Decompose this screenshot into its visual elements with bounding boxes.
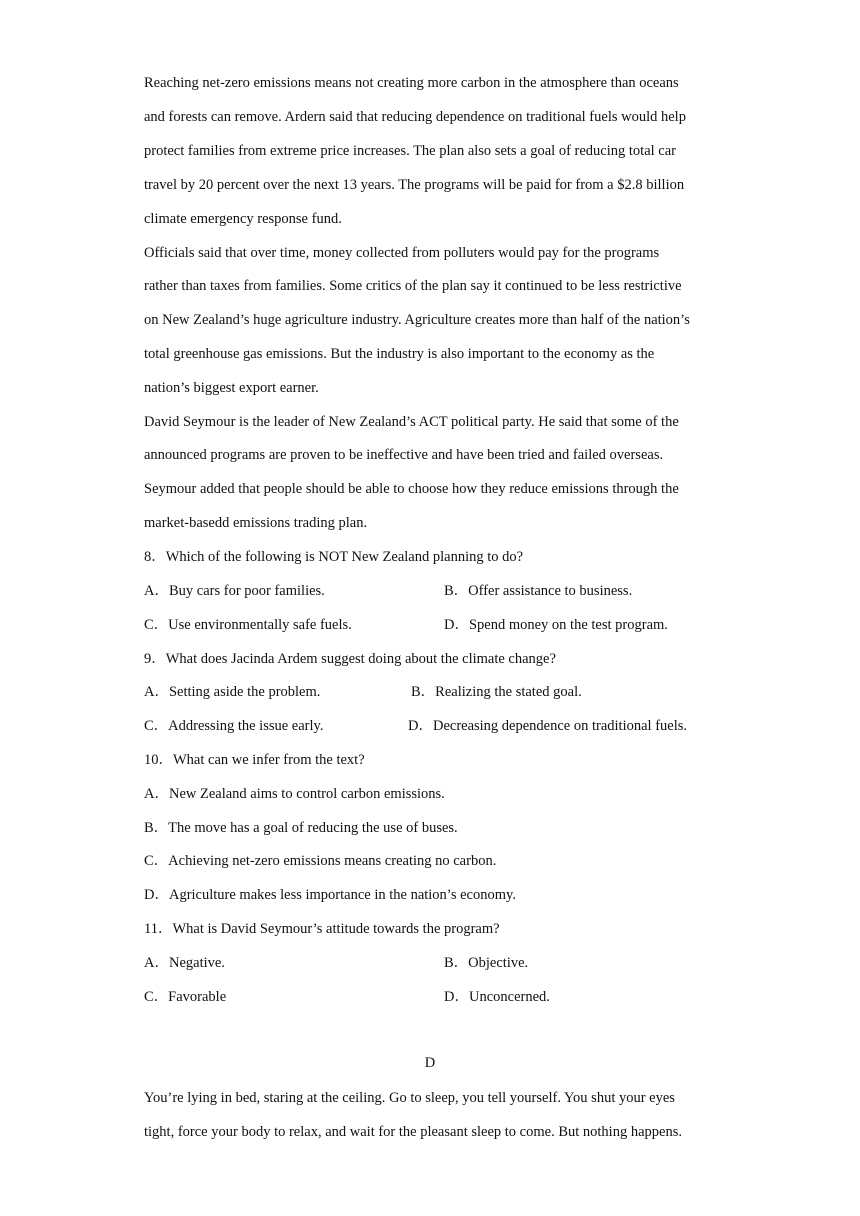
passage-line: tight, force your body to relax, and wait for the pleasant sleep to come. But nothing happens. [144, 1124, 682, 1140]
option-d: D．Agriculture makes less importance in the nation’s economy. [144, 887, 516, 903]
option-d: D．Spend money on the test program. [444, 617, 668, 633]
question-stem: 9．What does Jacinda Ardem suggest doing about the climate change? [144, 651, 556, 667]
passage-line: nation’s biggest export earner. [144, 380, 319, 396]
option-b: B．The move has a goal of reducing the use of buses. [144, 820, 458, 836]
passage-line: You’re lying in bed, staring at the ceiling. Go to sleep, you tell yourself. You shut your eyes [144, 1090, 675, 1106]
question-stem: 8．Which of the following is NOT New Zealand planning to do? [144, 549, 524, 565]
passage-line: Officials said that over time, money collected from polluters would pay for the programs [144, 245, 660, 261]
passage-line: announced programs are proven to be ineffective and have been tried and failed overseas. [144, 447, 664, 463]
passage-line: Reaching net-zero emissions means not creating more carbon in the atmosphere than oceans [144, 75, 679, 91]
option-c: C．Use environmentally safe fuels. [144, 617, 352, 633]
option-d: D．Decreasing dependence on traditional fuels. [408, 718, 688, 734]
option-b: B．Realizing the stated goal. [411, 684, 582, 700]
passage-line: protect families from extreme price increases. The plan also sets a goal of reducing total car [144, 143, 676, 159]
question-stem: 11．What is David Seymour’s attitude towards the program? [144, 921, 500, 937]
passage-line: rather than taxes from families. Some critics of the plan say it continued to be less restrictive [144, 278, 682, 294]
option-b: B．Objective. [444, 955, 529, 971]
option-d: D．Unconcerned. [444, 989, 550, 1005]
question-stem: 10．What can we infer from the text? [144, 752, 365, 768]
passage-line: climate emergency response fund. [144, 211, 342, 227]
passage-line: Seymour added that people should be able to choose how they reduce emissions through the [144, 481, 679, 497]
passage-line: travel by 20 percent over the next 13 years. The programs will be paid for from a $2.8 billion [144, 177, 685, 193]
option-c: C．Favorable [144, 989, 227, 1005]
passage-line: and forests can remove. Ardern said that reducing dependence on traditional fuels would help [144, 109, 686, 125]
passage-line: David Seymour is the leader of New Zealand’s ACT political party. He said that some of the [144, 414, 679, 430]
option-b: B．Offer assistance to business. [444, 583, 633, 599]
option-c: C．Achieving net-zero emissions means creating no carbon. [144, 853, 497, 869]
option-a: A．Negative. [144, 955, 225, 971]
passage-line: market-basedd emissions trading plan. [144, 515, 368, 531]
section-heading: D [424, 1055, 436, 1071]
option-a: A．Setting aside the problem. [144, 684, 321, 700]
passage-line: on New Zealand’s huge agriculture industry. Agriculture creates more than half of the nation’s [144, 312, 690, 328]
option-a: A．New Zealand aims to control carbon emissions. [144, 786, 445, 802]
option-c: C．Addressing the issue early. [144, 718, 324, 734]
passage-line: total greenhouse gas emissions. But the industry is also important to the economy as the [144, 346, 655, 362]
option-a: A．Buy cars for poor families. [144, 583, 325, 599]
